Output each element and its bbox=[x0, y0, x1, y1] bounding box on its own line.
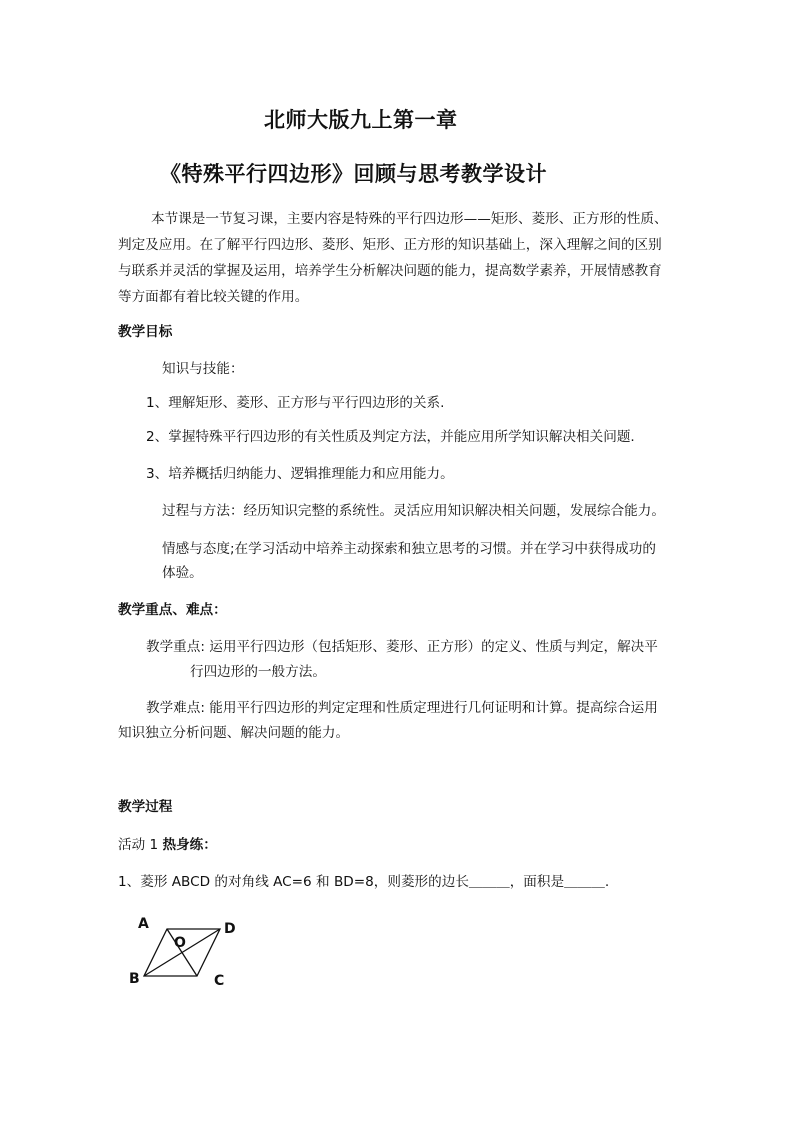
document-subtitle: 《特殊平行四边形》回顾与思考教学设计 bbox=[160, 162, 547, 186]
question-1: 1、菱形 ABCD 的对角线 AC=6 和 BD=8，则菱形的边长＿＿＿，面积是＿＿＿. bbox=[118, 874, 610, 890]
teaching-process-heading: 教学过程 bbox=[118, 799, 173, 815]
label-a: A bbox=[138, 916, 149, 932]
focus-text-line2: 行四边形的一般方法。 bbox=[190, 664, 326, 680]
goal-item: 2、掌握特殊平行四边形的有关性质及判定方法，并能应用所学知识解决相关问题. bbox=[146, 429, 635, 445]
label-b: B bbox=[129, 971, 140, 987]
label-c: C bbox=[214, 973, 225, 989]
knowledge-label: 知识与技能： bbox=[162, 361, 244, 377]
intro-line: 等方面都有着比较关键的作用。 bbox=[118, 289, 309, 305]
process-method-text: 过程与方法：经历知识完整的系统性。灵活应用知识解决相关问题，发展综合能力。 bbox=[162, 503, 665, 519]
intro-line: 判定及应用。在了解平行四边形、菱形、矩形、正方形的知识基础上，深入理解之间的区别 bbox=[118, 237, 662, 253]
activity-title: 热身练： bbox=[162, 837, 217, 853]
focus-text-line1: 教学重点: 运用平行四边形（包括矩形、菱形、正方形）的定义、性质与判定，解决平 bbox=[146, 639, 658, 655]
label-o: O bbox=[174, 935, 186, 951]
difficulty-text-line1: 教学难点: 能用平行四边形的判定定理和性质定理进行几何证明和计算。提高综合运用 bbox=[146, 700, 658, 716]
emotion-text-line1: 情感与态度;在学习活动中培养主动探索和独立思考的习惯。并在学习中获得成功的 bbox=[162, 541, 656, 557]
intro-line: 本节课是一节复习课，主要内容是特殊的平行四边形——矩形、菱形、正方形的性质、 bbox=[151, 211, 668, 227]
activity-line bbox=[118, 833, 217, 853]
goals-heading: 教学目标 bbox=[118, 324, 173, 340]
goal-item: 3、培养概括归纳能力、逻辑推理能力和应用能力。 bbox=[146, 466, 454, 482]
key-points-heading: 教学重点、难点： bbox=[118, 602, 227, 618]
rhombus-figure bbox=[120, 910, 260, 1000]
emotion-text-line2: 体验。 bbox=[162, 565, 203, 581]
document-title: 北师大版九上第一章 bbox=[264, 108, 458, 132]
difficulty-text-line2: 知识独立分析问题、解决问题的能力。 bbox=[118, 725, 350, 741]
label-d: D bbox=[224, 921, 236, 937]
goal-item: 1、理解矩形、菱形、正方形与平行四边形的关系. bbox=[146, 395, 445, 411]
intro-line: 与联系并灵活的掌握及运用，培养学生分析解决问题的能力，提高数学素养，开展情感教育 bbox=[118, 263, 662, 279]
activity-prefix: 活动 1 bbox=[118, 837, 163, 853]
